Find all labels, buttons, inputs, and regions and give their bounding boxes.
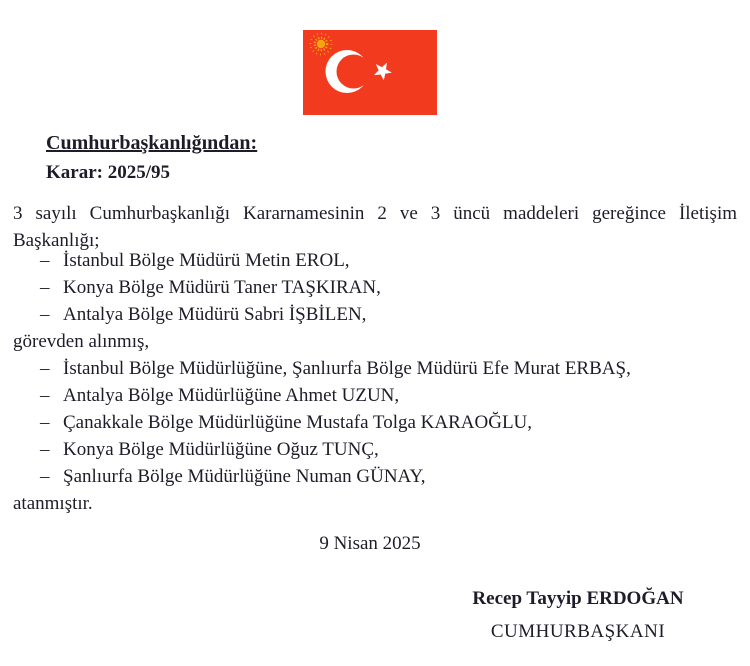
- intro-line: Başkanlığı;: [13, 230, 100, 251]
- turkish-presidential-flag-icon: [303, 30, 437, 115]
- appointed-item-text: Antalya Bölge Müdürlüğüne Ahmet UZUN,: [63, 385, 400, 406]
- appointed-item-text: Çanakkale Bölge Müdürlüğüne Mustafa Tolga KARAOĞLU,: [63, 412, 533, 433]
- appointed-item: [13, 355, 737, 382]
- removed-item: [13, 274, 737, 301]
- intro-paragraph: [13, 200, 737, 254]
- president-name: Recep Tayyip ERDOĞAN: [472, 588, 684, 609]
- appointed-item: [13, 436, 737, 463]
- removed-item-text: Antalya Bölge Müdürü Sabri İŞBİLEN,: [63, 304, 367, 325]
- list-dash: –: [40, 358, 50, 379]
- appointed-closing: atanmıştır.: [13, 493, 93, 514]
- issuing-authority-title: Cumhurbaşkanlığından:: [46, 132, 258, 154]
- decision-number: Karar: 2025/95: [46, 162, 171, 183]
- list-dash: –: [40, 466, 50, 487]
- removed-item-text: Konya Bölge Müdürü Taner TAŞKIRAN,: [63, 277, 381, 298]
- appointed-item-text: Konya Bölge Müdürlüğüne Oğuz TUNÇ,: [63, 439, 379, 460]
- removed-closing: görevden alınmış,: [13, 331, 150, 352]
- removed-item: [13, 247, 737, 274]
- signature-block: [447, 588, 709, 643]
- appointed-item: [13, 463, 737, 490]
- appointed-item: [13, 382, 737, 409]
- decree-body: [13, 247, 737, 517]
- president-title: CUMHURBAŞKANI: [490, 621, 666, 642]
- list-dash: –: [40, 385, 50, 406]
- list-dash: –: [40, 412, 50, 433]
- list-dash: –: [40, 250, 50, 271]
- list-dash: –: [40, 439, 50, 460]
- appointed-item-text: İstanbul Bölge Müdürlüğüne, Şanlıurfa Bölge Müdürü Efe Murat ERBAŞ,: [63, 358, 631, 379]
- decree-date: 9 Nisan 2025: [319, 533, 421, 554]
- removed-item-text: İstanbul Bölge Müdürü Metin EROL,: [63, 250, 350, 271]
- list-dash: –: [40, 277, 50, 298]
- removed-item: [13, 301, 737, 328]
- header-block: [46, 131, 257, 184]
- appointed-item: [13, 409, 737, 436]
- intro-line: 3 sayılı Cumhurbaşkanlığı Kararnamesinin 2 ve 3 üncü maddeleri gereğince İletişim: [13, 203, 737, 224]
- list-dash: –: [40, 304, 50, 325]
- appointed-item-text: Şanlıurfa Bölge Müdürlüğüne Numan GÜNAY,: [63, 466, 426, 487]
